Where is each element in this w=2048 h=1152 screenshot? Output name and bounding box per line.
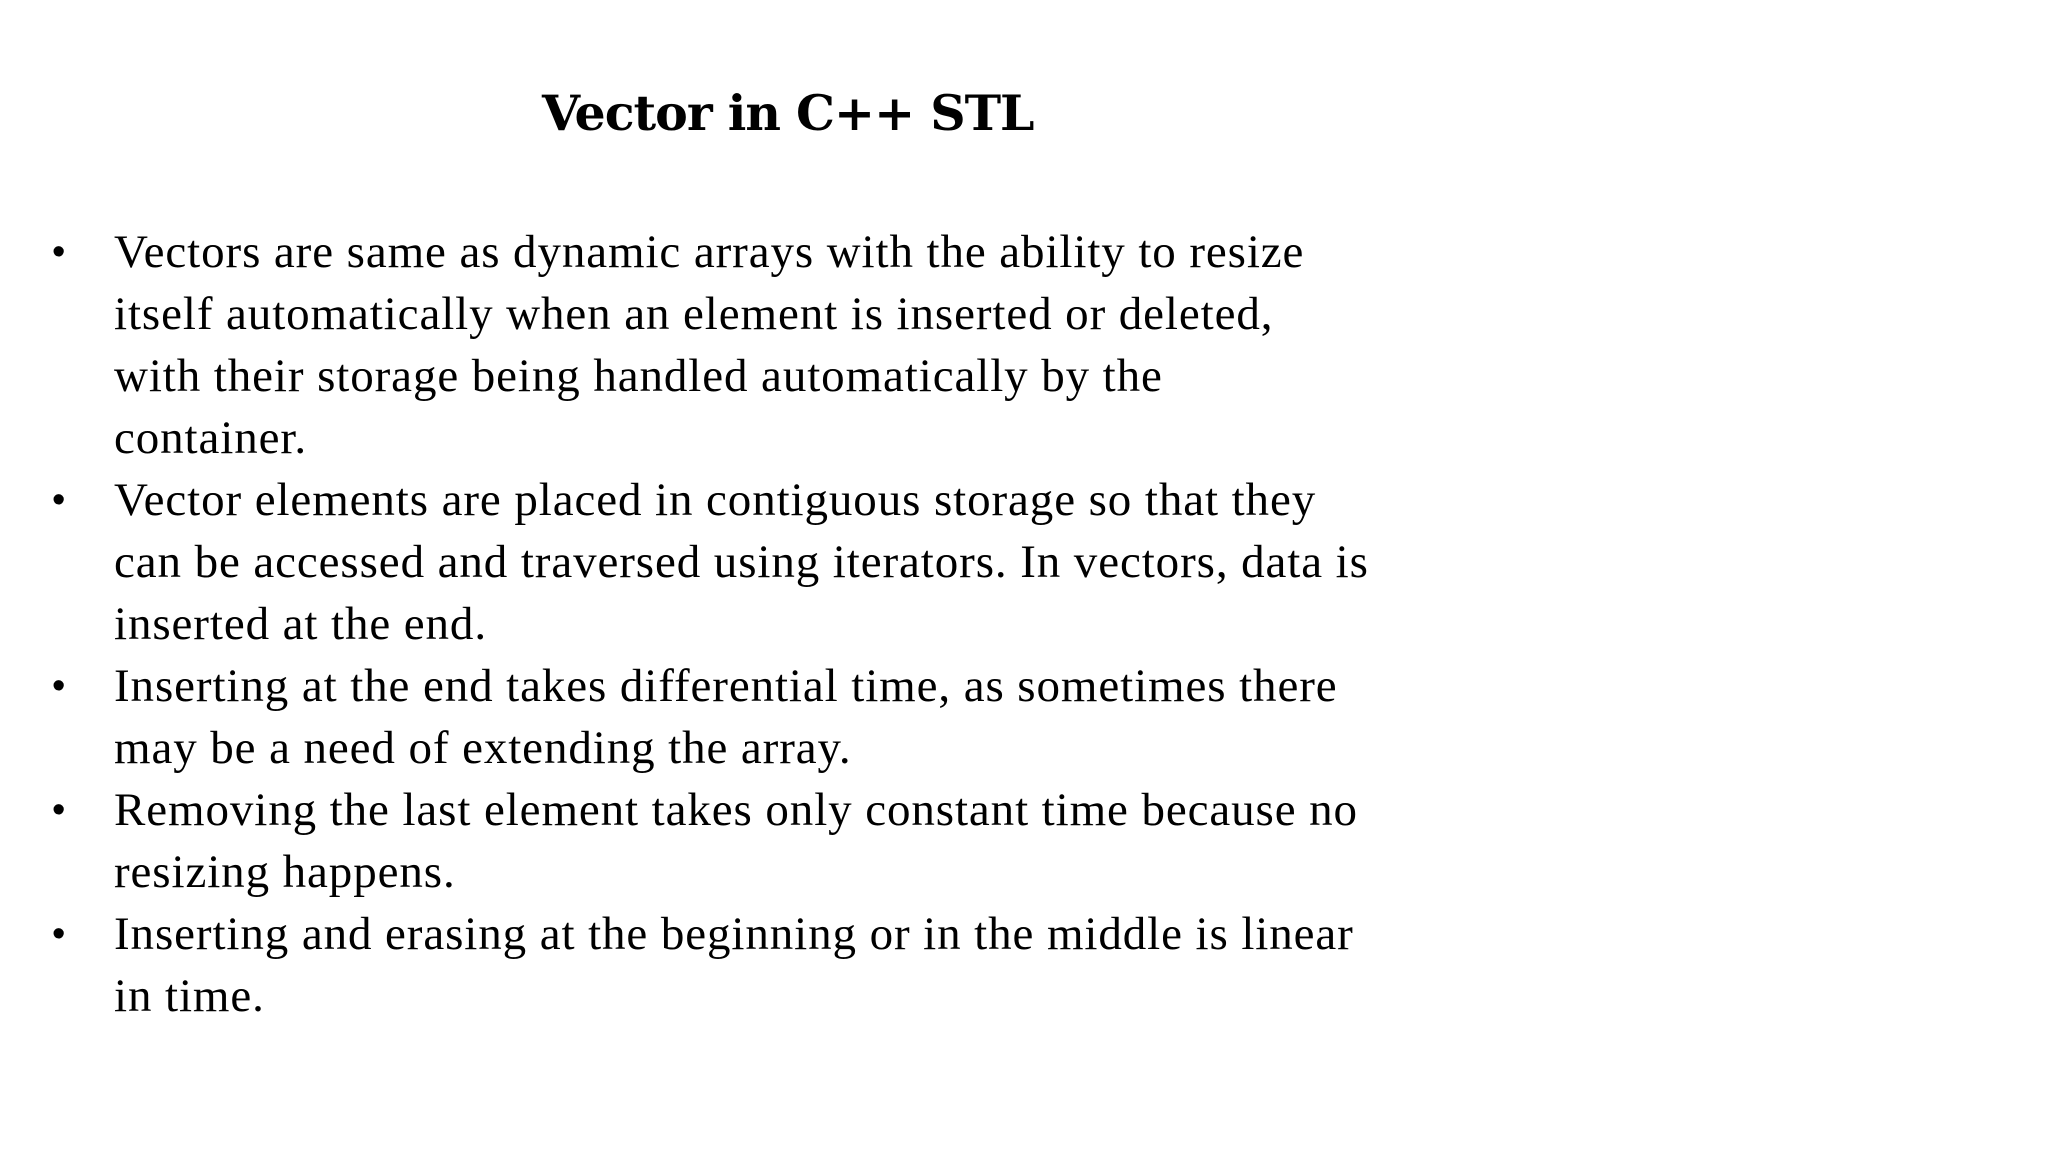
bullet-line: container. bbox=[114, 412, 308, 464]
bullet-line: Vector elements are placed in contiguous storage so that they bbox=[114, 474, 1317, 526]
slide-title: Vector in C++ STL bbox=[542, 84, 1034, 142]
bullet-dot-icon: • bbox=[52, 479, 66, 521]
bullet-line: inserted at the end. bbox=[114, 598, 487, 650]
bullet-dot-icon: • bbox=[52, 665, 66, 707]
bullet-line: Removing the last element takes only constant time because no bbox=[114, 784, 1358, 836]
bullet-list bbox=[52, 221, 1492, 1027]
bullet-line: Inserting and erasing at the beginning or in the middle is linear bbox=[114, 908, 1354, 960]
bullet-item bbox=[52, 903, 1492, 1027]
bullet-line: resizing happens. bbox=[114, 846, 456, 898]
bullet-line: Vectors are same as dynamic arrays with the ability to resize bbox=[114, 226, 1305, 278]
bullet-item bbox=[52, 655, 1492, 779]
bullet-line: with their storage being handled automatically by the bbox=[114, 350, 1163, 402]
bullet-line: can be accessed and traversed using iterators. In vectors, data is bbox=[114, 536, 1369, 588]
bullet-item bbox=[52, 469, 1492, 655]
bullet-item bbox=[52, 779, 1492, 903]
bullet-item bbox=[52, 221, 1492, 469]
bullet-dot-icon: • bbox=[52, 231, 66, 273]
bullet-line: itself automatically when an element is inserted or deleted, bbox=[114, 288, 1274, 340]
bullet-line: Inserting at the end takes differential time, as sometimes there bbox=[114, 660, 1338, 712]
bullet-line: may be a need of extending the array. bbox=[114, 722, 852, 774]
bullet-dot-icon: • bbox=[52, 913, 66, 955]
bullet-dot-icon: • bbox=[52, 789, 66, 831]
bullet-line: in time. bbox=[114, 970, 265, 1022]
